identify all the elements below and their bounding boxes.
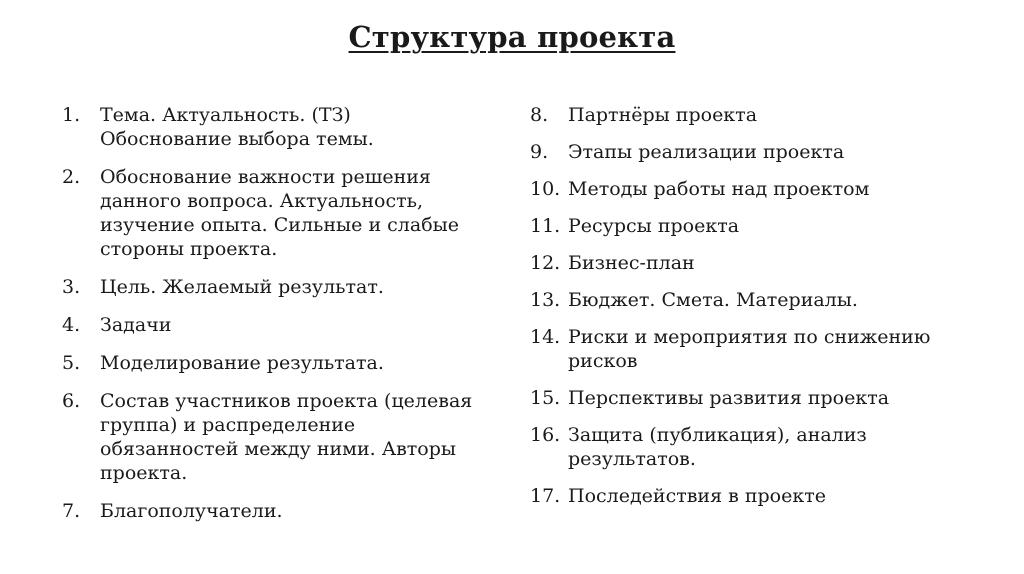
right-list	[530, 103, 1000, 521]
list-item-text: Задачи	[100, 314, 172, 336]
list-item	[530, 140, 1000, 164]
list-item-number: 9.	[530, 141, 549, 163]
list-item-number: 7.	[62, 500, 81, 522]
list-item	[530, 423, 1000, 471]
list-item	[530, 325, 1000, 373]
list-item-number: 3.	[62, 276, 81, 298]
list-item-text: Перспективы развития проекта	[568, 387, 890, 409]
list-item	[530, 214, 1000, 238]
list-item-number: 1.	[62, 104, 81, 126]
list-item-number: 2.	[62, 166, 81, 188]
list-item-text: Бизнес-план	[568, 252, 695, 274]
list-item	[62, 389, 532, 485]
list-item-text: Методы работы над проектом	[568, 178, 870, 200]
list-item-text: Риски и мероприятия по снижению рисков	[568, 326, 931, 372]
list-item-text: Моделирование результата.	[100, 352, 384, 374]
list-item-number: 13.	[530, 289, 561, 311]
list-item	[530, 288, 1000, 312]
list-item-text: Тема. Актуальность. (ТЗ) Обоснование выбора темы.	[100, 104, 374, 150]
list-item	[62, 275, 532, 299]
left-list	[62, 103, 532, 537]
list-item	[530, 386, 1000, 410]
list-item-number: 5.	[62, 352, 81, 374]
list-item-number: 4.	[62, 314, 81, 336]
list-item	[530, 177, 1000, 201]
list-item-text: Этапы реализации проекта	[568, 141, 845, 163]
list-item-number: 15.	[530, 387, 561, 409]
list-item-number: 10.	[530, 178, 561, 200]
list-item	[62, 351, 532, 375]
list-item-number: 17.	[530, 485, 561, 507]
list-item-number: 11.	[530, 215, 561, 237]
list-item	[62, 313, 532, 337]
list-item	[530, 251, 1000, 275]
list-item-number: 8.	[530, 104, 549, 126]
list-item-text: Последействия в проекте	[568, 485, 826, 507]
list-item	[62, 499, 532, 523]
list-item	[530, 103, 1000, 127]
list-item-text: Ресурсы проекта	[568, 215, 740, 237]
list-item	[62, 103, 532, 151]
list-item	[530, 484, 1000, 508]
list-item-number: 16.	[530, 424, 561, 446]
list-item-text: Состав участников проекта (целевая группа) и распределение обязанностей между ними. Авторы проекта.	[100, 390, 473, 484]
list-item-text: Обоснование важности решения данного вопроса. Актуальность, изучение опыта. Сильные и слабые стороны проекта.	[100, 166, 459, 260]
list-item-number: 12.	[530, 252, 561, 274]
list-item-text: Благополучатели.	[100, 500, 283, 522]
list-item-text: Защита (публикация), анализ результатов.	[568, 424, 867, 470]
list-item	[62, 165, 532, 261]
list-item-number: 14.	[530, 326, 561, 348]
list-item-text: Бюджет. Смета. Материалы.	[568, 289, 858, 311]
list-item-text: Цель. Желаемый результат.	[100, 276, 384, 298]
list-item-text: Партнёры проекта	[568, 104, 758, 126]
slide-title: Структура проекта	[348, 20, 676, 54]
list-item-number: 6.	[62, 390, 81, 412]
